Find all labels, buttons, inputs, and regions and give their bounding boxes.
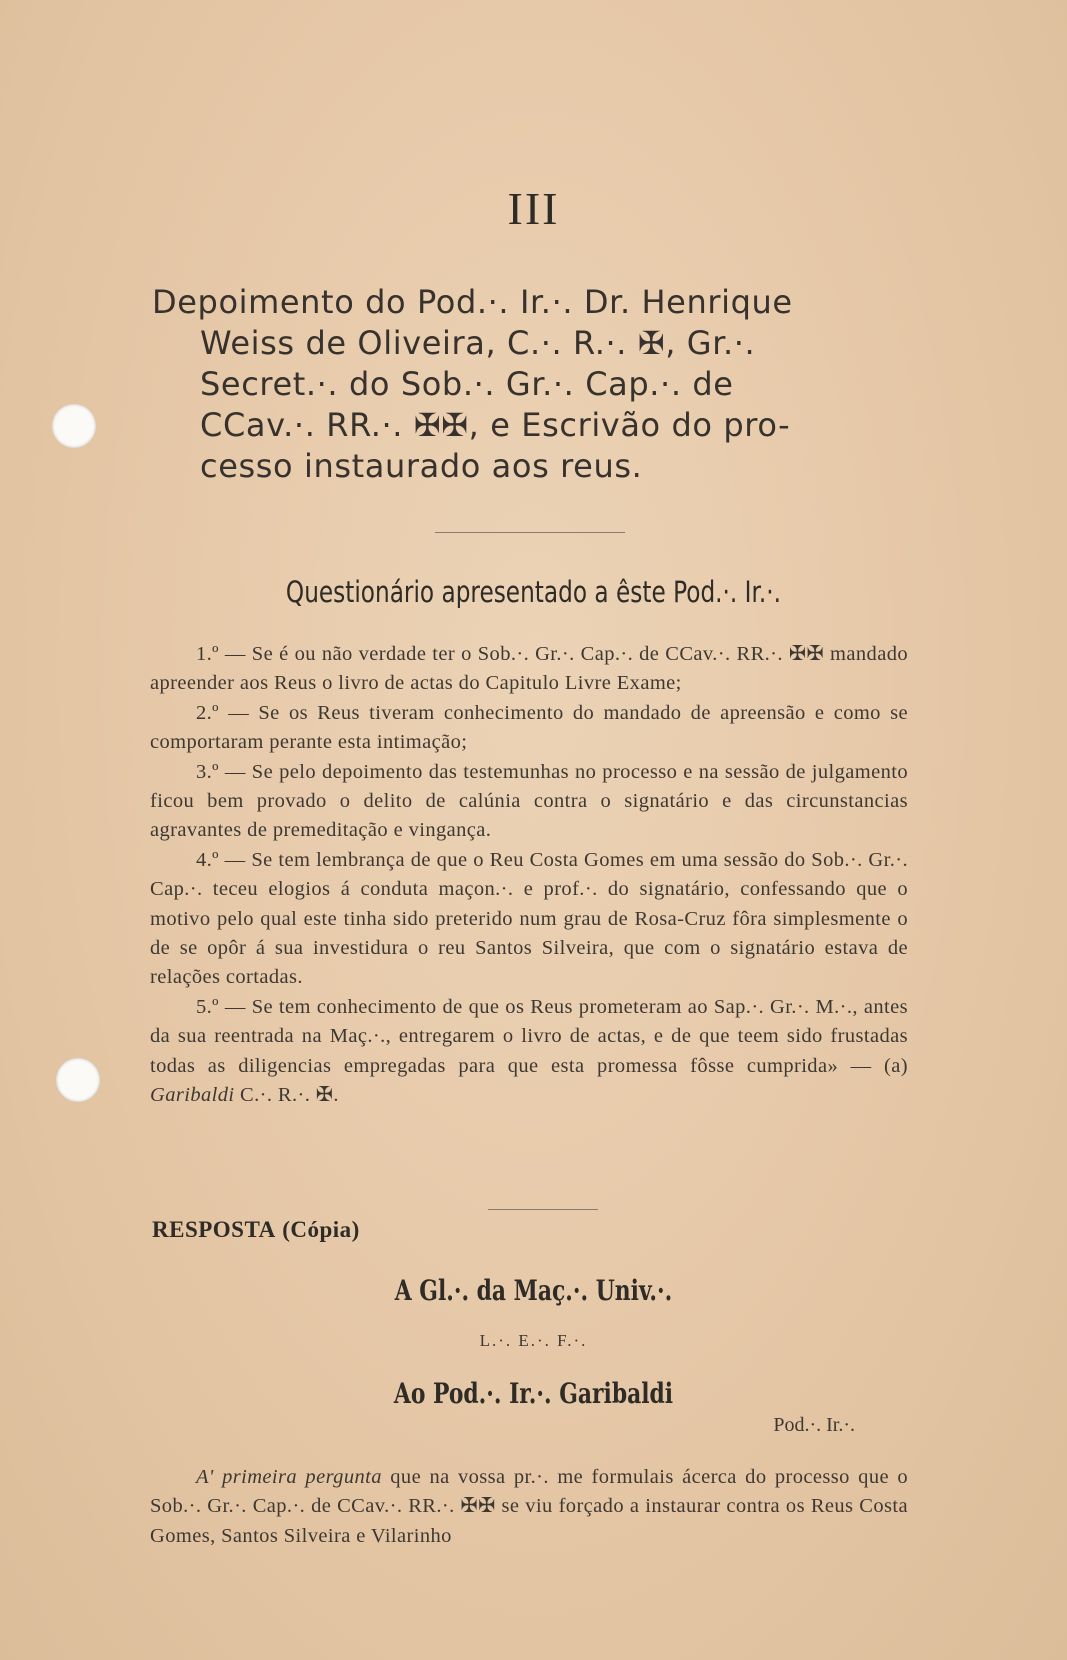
page-number: III xyxy=(507,183,560,234)
resposta-label: RESPOSTA xyxy=(152,1217,276,1242)
heading-line-1: Depoimento do Pod.·. Ir.·. Dr. Henrique xyxy=(152,283,793,321)
to-line: Ao Pod.·. Ir.·. Garibaldi xyxy=(393,1377,674,1410)
question-1: 1.º — Se é ou não verdade ter o Sob.·. Gr.·. Cap.·. de CCav.·. RR.·. ✠✠ mandado apreender aos Reus o livro de actas do Capitulo Livre Exame; xyxy=(150,643,908,695)
address-line: A Gl.·. da Maç.·. Univ.·. xyxy=(394,1274,673,1307)
signature-name: Garibaldi xyxy=(150,1084,235,1107)
resposta-note: (Cópia) xyxy=(282,1217,360,1242)
question-5-text: 5.º — Se tem conhecimento de que os Reus prometeram ao Sap.·. Gr.·. M.·., antes da sua reentrada na Maç.·., entregarem o livro de actas, e de que teem sido frustadas todas as diligencias empregadas para que esta promessa fôsse cumprida» — (a) xyxy=(150,995,908,1077)
heading-line-5: cesso instaurado aos reus. xyxy=(200,447,643,485)
resposta-heading xyxy=(152,1217,360,1244)
questionnaire-title: Questionário apresentado a êste Pod.·. Ir.·. xyxy=(285,575,782,609)
punch-hole-bottom xyxy=(56,1058,100,1102)
questions-list xyxy=(150,640,908,1111)
question-4: 4.º — Se tem lembrança de que o Reu Costa Gomes em uma sessão do Sob.·. Gr.·. Cap.·. teceu elogios á conduta maçon.·. e prof.·. do signatário, confessando que o motivo pelo qual este tinha sido preterido num grau de Rosa-Cruz fôra simplesmente o de se opôr á sua investidura o reu Santos Silveira, que com o signatário estava de relações cortadas. xyxy=(150,848,908,989)
question-5 xyxy=(150,993,908,1111)
signature-suffix: C.·. R.·. ✠. xyxy=(240,1084,339,1107)
question-2: 2.º — Se os Reus tiveram conhecimento do mandado de apreensão e como se comportaram perante esta intimação; xyxy=(150,701,908,754)
answer-italic: A' primeira pergunta xyxy=(196,1466,382,1488)
section-divider xyxy=(435,532,625,533)
heading-line-4: CCav.·. RR.·. ✠✠, e Escrivão do pro- xyxy=(200,406,791,444)
answer-divider xyxy=(488,1209,598,1210)
lef-line: L.·. E.·. F.·. xyxy=(479,1331,588,1350)
answer-text xyxy=(150,1463,908,1551)
question-3: 3.º — Se pelo depoimento das testemunhas no processo e na sessão de julgamento ficou bem provado o delito de calúnia contra o signatário e das circunstancias agravantes de premeditação e vingança. xyxy=(150,760,908,842)
answer-paragraph xyxy=(150,1463,908,1551)
heading-line-3: Secret.·. do Sob.·. Gr.·. Cap.·. de xyxy=(200,365,734,403)
answer-body: que na vossa pr.·. me formulais ácerca do processo que o Sob.·. Gr.·. Cap.·. de CCav.·. RR.·. ✠✠ se viu forçado a instaurar contra os Reus Costa Gomes, Santos Silveira e Vilarinho xyxy=(150,1466,909,1547)
salutation: Pod.·. Ir.·. xyxy=(773,1414,855,1436)
punch-hole-top xyxy=(52,404,96,448)
deposition-heading xyxy=(152,282,922,487)
heading-line-2: Weiss de Oliveira, C.·. R.·. ✠, Gr.·. xyxy=(200,324,756,362)
